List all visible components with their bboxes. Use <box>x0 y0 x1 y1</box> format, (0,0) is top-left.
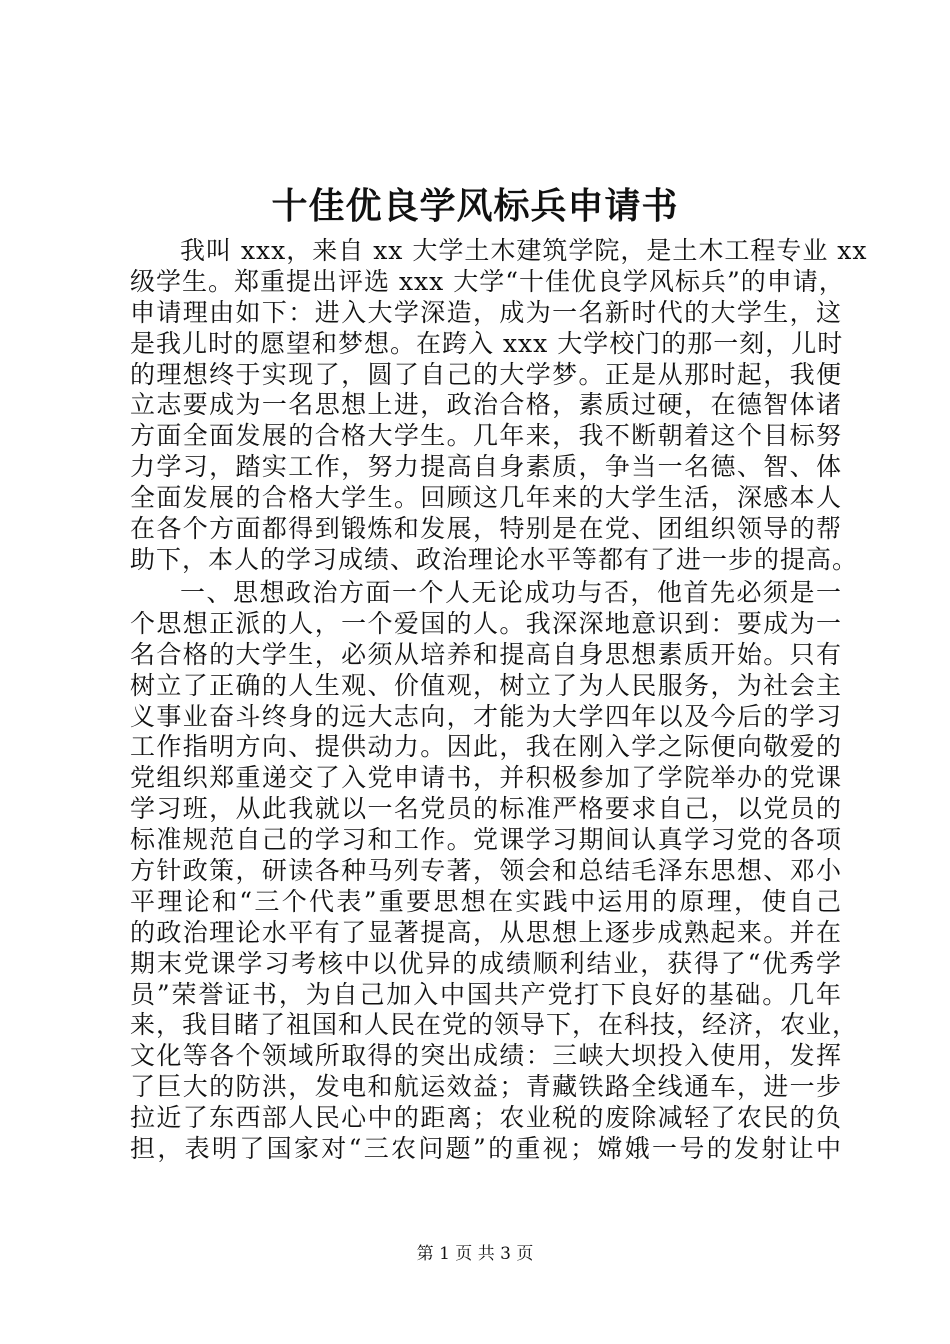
text-line: 全面发展的合格大学生。回顾这几年来的大学生活，深感本人 <box>130 483 842 513</box>
text-line: 的理想终于实现了，圆了自己的大学梦。正是从那时起，我便 <box>130 359 842 389</box>
text-line: 工作指明方向、提供动力。因此，我在刚入学之际便向敬爱的 <box>130 732 842 762</box>
text-line: 力学习，踏实工作，努力提高自身素质，争当一名德、智、体 <box>130 452 842 482</box>
text-line: 一、思想政治方面一个人无论成功与否，他首先必须是一 <box>180 578 842 607</box>
text-line: 是我儿时的愿望和梦想。在跨入 xxx 大学校门的那一刻，儿时 <box>130 328 844 358</box>
text-line: 我叫 xxx，来自 xx 大学土木建筑学院，是土木工程专业 xx <box>180 236 868 265</box>
page-footer: 第 1 页 共 3 页 <box>416 1244 534 1264</box>
text-line: 立志要成为一名思想上进，政治合格，素质过硬，在德智体诸 <box>130 390 842 420</box>
text-line: 名合格的大学生，必须从培养和提高自身思想素质开始。只有 <box>130 639 842 669</box>
text-line: 助下，本人的学习成绩、政治理论水平等都有了进一步的提高。 <box>130 544 859 574</box>
text-line: 文化等各个领域所取得的突出成绩：三峡大坝投入使用，发挥 <box>130 1041 842 1071</box>
text-line: 了巨大的防洪，发电和航运效益；青藏铁路全线通车，进一步 <box>130 1072 842 1102</box>
text-line: 在各个方面都得到锻炼和发展，特别是在党、团组织领导的帮 <box>130 514 842 544</box>
text-line: 担，表明了国家对“三农问题”的重视；嫦娥一号的发射让中 <box>130 1134 842 1164</box>
text-line: 学习班，从此我就以一名党员的标准严格要求自己，以党员的 <box>130 794 842 824</box>
text-line: 义事业奋斗终身的远大志向，才能为大学四年以及今后的学习 <box>130 701 842 731</box>
text-line: 级学生。郑重提出评选 xxx 大学“十佳优良学风标兵”的申请， <box>130 266 845 296</box>
paragraph-intro <box>130 236 868 576</box>
text-line: 期末党课学习考核中以优异的成绩顺利结业，获得了“优秀学 <box>130 948 842 978</box>
text-line: 党组织郑重递交了入党申请书，并积极参加了学院举办的党课 <box>130 763 842 793</box>
text-line: 树立了正确的人生观、价值观，树立了为人民服务，为社会主 <box>130 670 842 700</box>
text-line: 的政治理论水平有了显著提高，从思想上逐步成熟起来。并在 <box>130 917 842 947</box>
document-title: 十佳优良学风标兵申请书 <box>271 185 679 227</box>
text-line: 平理论和“三个代表”重要思想在实践中运用的原理，使自己 <box>130 886 842 916</box>
text-line: 方针政策，研读各种马列专著，领会和总结毛泽东思想、邓小 <box>130 856 842 886</box>
text-line: 标准规范自己的学习和工作。党课学习期间认真学习党的各项 <box>130 825 842 855</box>
text-line: 申请理由如下：进入大学深造，成为一名新时代的大学生，这 <box>130 297 842 327</box>
text-line: 来，我目睹了祖国和人民在党的领导下，在科技，经济，农业， <box>130 1010 859 1040</box>
text-line: 个思想正派的人，一个爱国的人。我深深地意识到：要成为一 <box>130 608 842 638</box>
paragraph-political-thought <box>130 578 859 1165</box>
text-line: 拉近了东西部人民心中的距离；农业税的废除减轻了农民的负 <box>130 1103 842 1133</box>
text-line: 员”荣誉证书，为自己加入中国共产党打下良好的基础。几年 <box>130 979 842 1009</box>
text-line: 方面全面发展的合格大学生。几年来，我不断朝着这个目标努 <box>130 421 842 451</box>
